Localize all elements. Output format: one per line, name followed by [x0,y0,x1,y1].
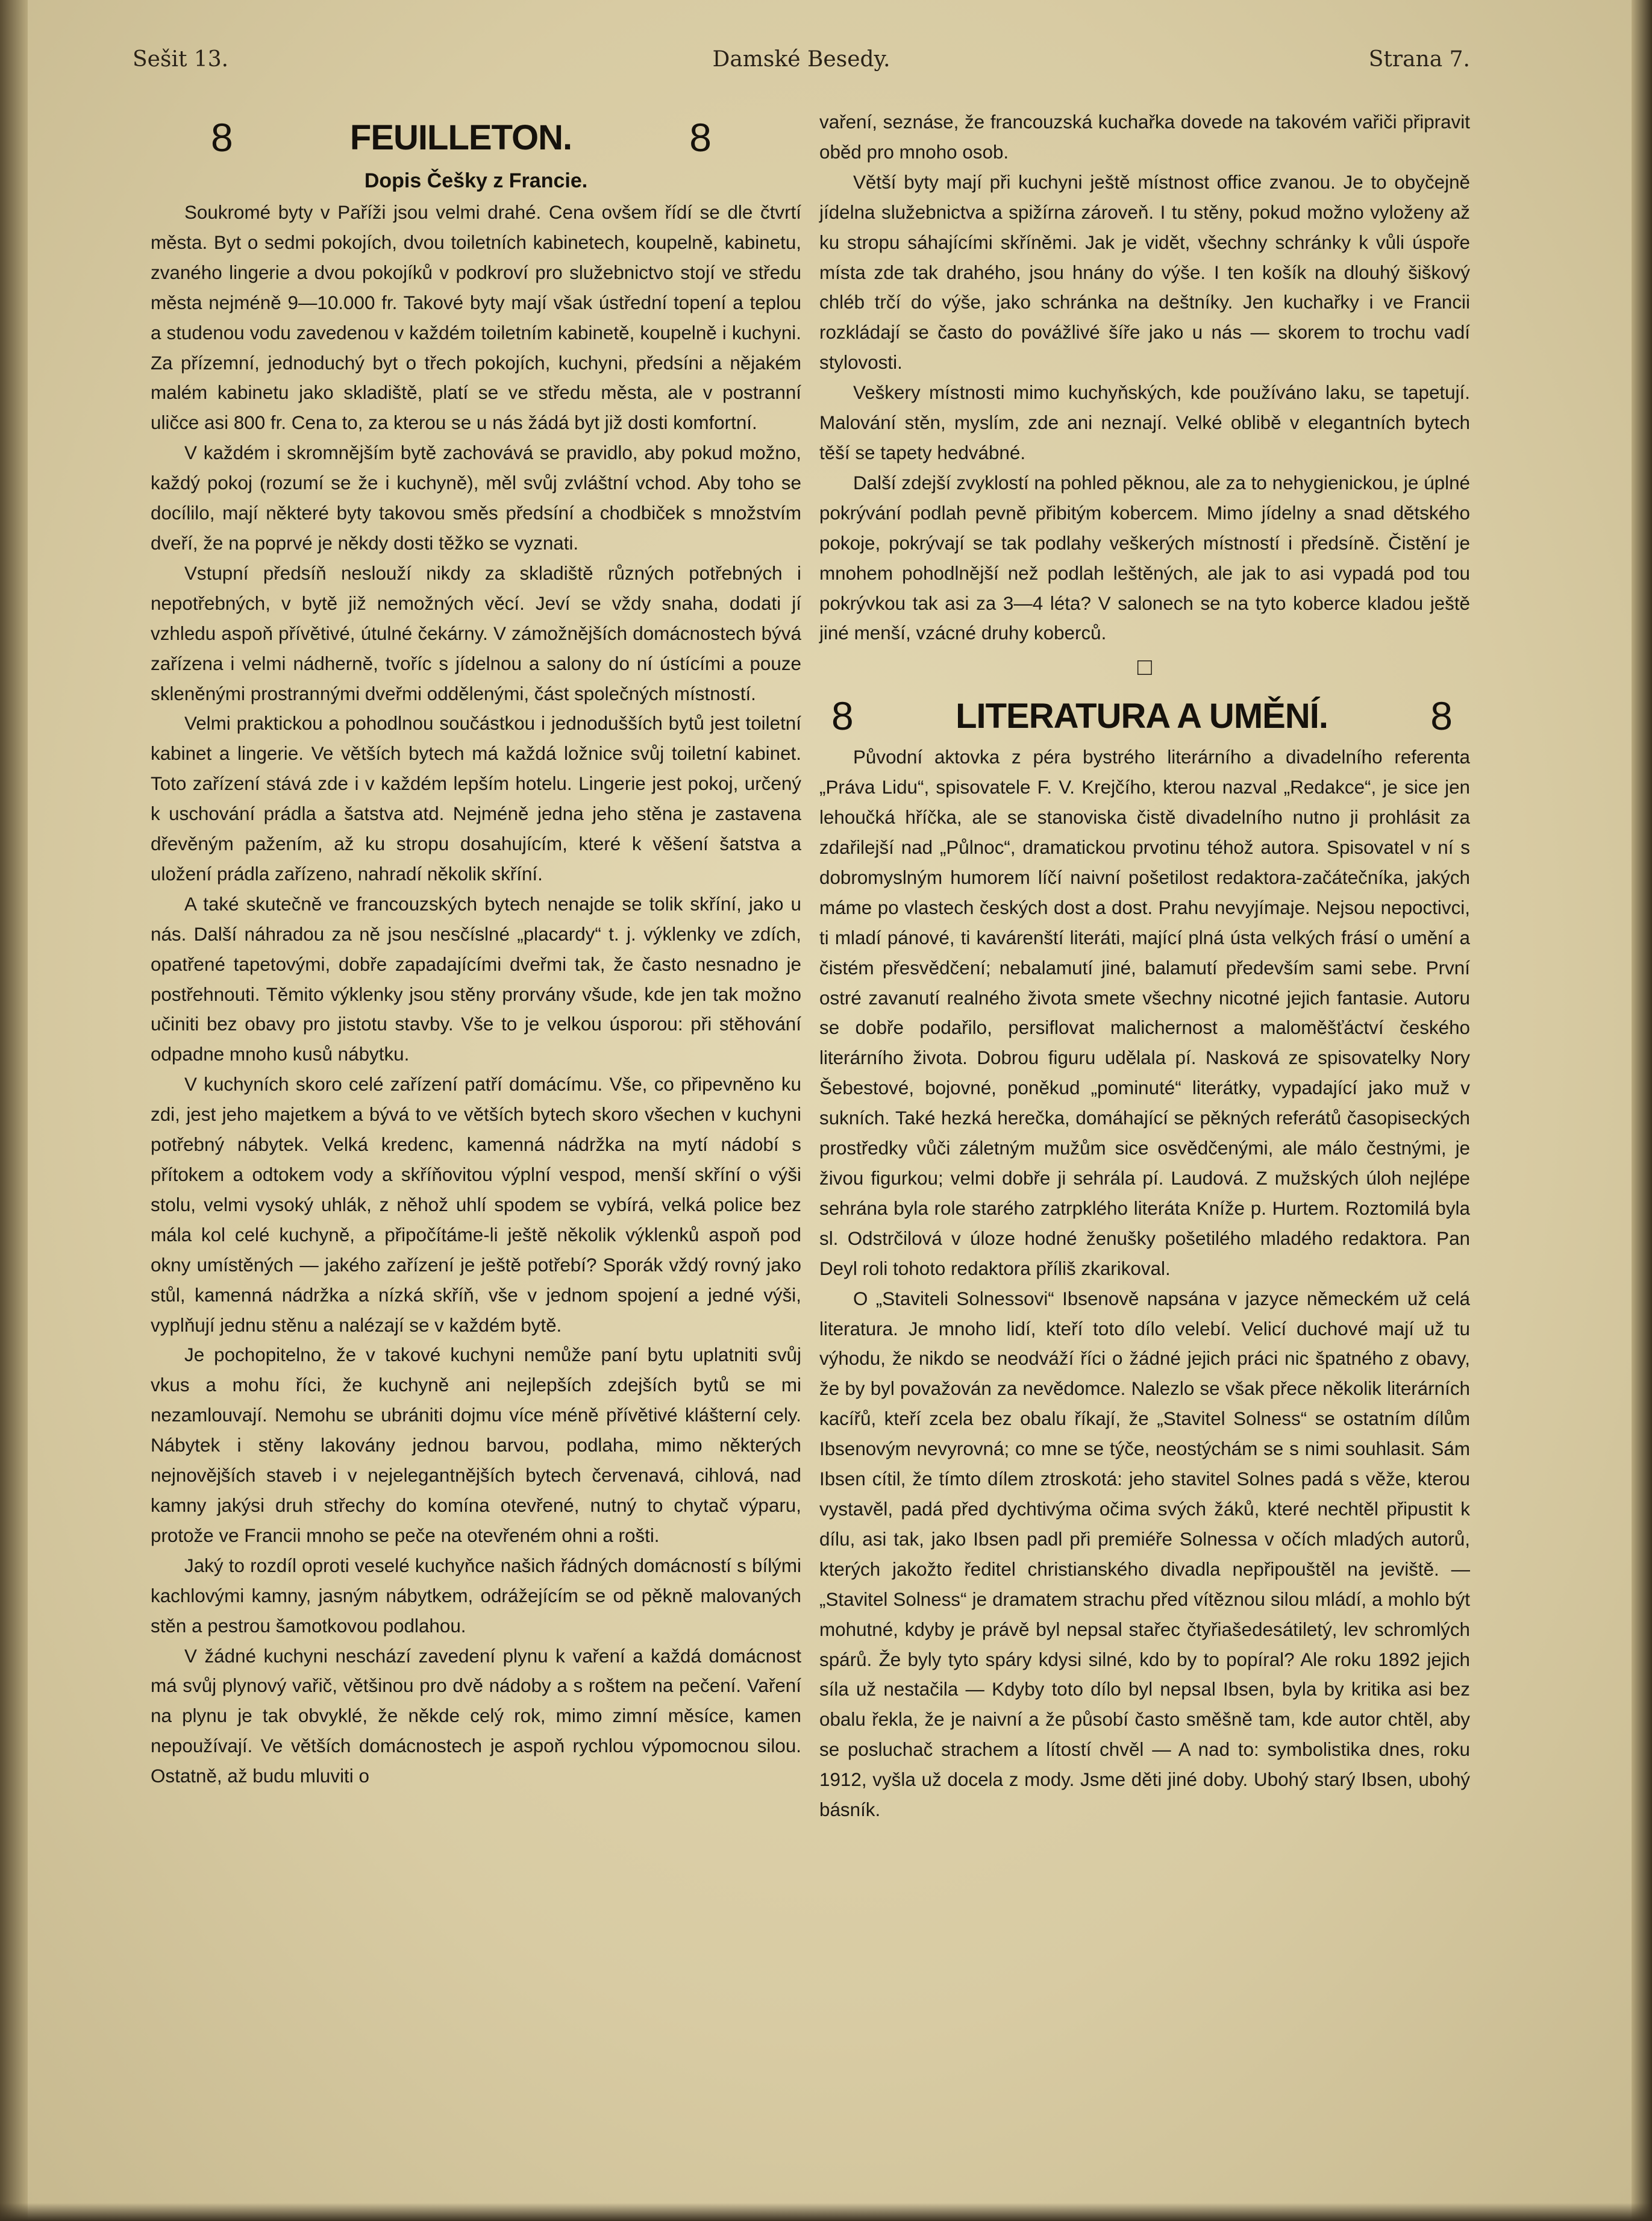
feuilleton-paragraph: V žádné kuchyni neschází zavedení plynu k vaření a každá domácnost má svůj plynový vařič, většinou pro dvě nádoby a s roštem na pečení. Vaření na plynu je tak obvyklé, že někde celý rok, mimo zimní měsíce, kamen nepoužívají. Ve větších domácnostech je aspoň rychlou výpomocnou silou. Ostatně, až budu mluviti o [151,1645,801,1787]
page-number: Strana 7. [1368,47,1470,72]
feuilleton-paragraph: V každém i skromnějším bytě zachovává se pravidlo, aby pokud možno, každý pokoj (rozumí se že i kuchyně), měl svůj zvláštní vchod. Aby toho se docílilo, mají některé byty takovou směs předsíní a chodbiček s množstvím dveří, že na poprvé je někdy dosti těžko se vyznati. [151,442,801,554]
feuilleton-paragraph: Vstupní předsíň neslouží nikdy za skladiště různých potřebných i nepotřebných, v bytě již nemožných věcí. Jeví se vždy snaha, dodati jí vzhledu aspoň přívětivé, útulné čekárny. V zámožnějších domácnostech bývá zařízena i velmi nádherně, tvoříc s jídelnou a salony do ní ústícími a pouze skleněnými prostrannými dveřmi oddělenými, část společných místností. [151,562,801,704]
ornament-right-icon: 8 [1430,694,1452,739]
running-header [133,47,1470,83]
binding-shadow-right [1632,0,1652,2221]
feuilleton-subheading: Dopis Češky z Francie. [364,169,588,192]
feuilleton-continued-paragraph: vaření, seznáse, že francouzská kuchařka dovede na takovém vařiči připravit oběd pro mnoho osob. [819,111,1470,163]
literatura-heading: LITERATURA A UMĚNÍ. [956,697,1328,736]
feuilleton-continued-paragraph: Další zdejší zvyklostí na pohled pěknou, ale za to nehygienickou, je úplné pokrývání podlah pevně přibitým kobercem. Mimo jídelny a snad dětského pokoje, pokrývají se tak podlahy veškerých místností i předsíně. Čistění je mnohem pohodlnější než podlah leštěných, ale jak to asi vypadá pod tou pokrývkou tak asi za 3—4 léta? V salonech se na tyto koberce kladou ještě jiné menší, vzácné druhy koberců. [819,472,1470,644]
ornament-left-icon: 8 [211,115,233,160]
ornament-right-icon: 8 [689,115,711,160]
feuilleton-paragraph: V kuchyních skoro celé zařízení patří domácímu. Vše, co připevněno ku zdi, jest jeho majetkem a bývá to ve větších bytech skoro všechen v kuchyni potřebný nábytek. Velká kredenc, kamenná nádržka na mytí nádobí s přítokem a odtokem vody a skříňovitou výplní vespod, menší skříní o výši stolu, velmi vysoký uhlák, z něhož uhlí spodem se vybírá, velká police bez mála kol celé kuchyně, a připočítáme-li ještě několik výklenků aspoň pod okny umístěných — jakého zařízení je ještě potřebí? Sporák vždý rovný jako stůl, kamenná nádržka a nízká skříň, vše v jednom spojení a jedné výši, vyplňují jednu stěnu a nalézají se v každém bytě. [151,1074,801,1336]
ornament-left-icon: 8 [831,694,853,739]
left-column [151,107,801,1791]
literatura-heading-row [819,691,1470,742]
page-bottom-shadow [0,2203,1652,2221]
feuilleton-paragraph: Jaký to rozdíl oproti veselé kuchyňce našich řádných domácností s bílými kachlovými kamny, jasným nábytkem, odrážejícím se od pěkně malovaných stěn a pestrou šamotkovou podlahou. [151,1555,801,1637]
feuilleton-continued-paragraph: Veškery místnosti mimo kuchyňských, kde používáno laku, se tapetují. Malování stěn, myslím, zde ani neznají. Velké oblibě v elegantních bytech těší se tapety hedvábné. [819,382,1470,463]
feuilleton-paragraph: Soukromé byty v Paříži jsou velmi drahé. Cena ovšem řídí se dle čtvrtí města. Byt o sedmi pokojích, dvou toiletních kabinetech, koupelně, kabinetu, zvaného lingerie a dvou pokojíků v podkroví pro služebnictvo stojí ve středu města nejméně 9—10.000 fr. Takové byty mají však ústřední topení a teplou a studenou vodu zavedenou v každém toiletním kabinetě, koupelně i kuchyni. Za přízemní, jednoduchý byt o třech pokojích, kuchyni, předsíni a nějakém malém kabinetu jako skladiště, platí se ve středu města, ale v postranní uličce asi 800 fr. Cena to, za kterou se u nás žádá byt již dosti komfortní. [151,202,801,434]
section-separator-icon: □ [1137,654,1153,681]
binding-shadow-left [0,0,28,2221]
feuilleton-paragraph: Velmi praktickou a pohodlnou součástkou i jednodušších bytů jest toiletní kabinet a lingerie. Ve větších bytech má každá ložnice svůj toiletní kabinet. Toto zařízení stává zde i v každém lepším hotelu. Lingerie jest pokoj, určený k uschování prádla a šatstva atd. Nejméně jedna jeho stěna je zastavena dřevěným pažením, až ku stropu dosahujícím, které k věšení šatstva a uložení prádla zařízeno, nahradí několik skříní. [151,713,801,885]
feuilleton-continued-paragraph: Větší byty mají při kuchyni ještě místnost office zvanou. Je to obyčejně jídelna služebnictva a spižírna zároveň. I tu stěny, pokud možno vyloženy až ku stropu sáhajícími skříněmi. Jak je vidět, všechny schránky k vůli úspoře místa zde tak drahého, jsou hnány do výše. I ten košík na dlouhý šiškový chléb trčí do výše, jako schránka na deštníky. Jen kuchařky i ve Francii rozkládají se často do povážlivé šíře jako u nás — skorem to trochu vadí stylovosti. [819,171,1470,374]
feuilleton-heading: FEUILLETON. [349,118,572,158]
feuilleton-paragraph: A také skutečně ve francouzských bytech nenajde se tolik skříní, jako u nás. Další náhradou za ně jsou nesčíslné „placardy“ t. j. výklenky ve zdích, opatřené tapetovými, dobře zapadajícími dveřmi tak, že často nesnadno je postřehnouti. Těmito výklenky jsou stěny prorvány všude, kde jen tak možno učiniti bez obavy pro jistotu stavby. Vše to je velkou úsporou: při stěhování odpadne mnoho kusů nábytku. [151,893,801,1065]
literatura-paragraph: Původní aktovka z péra bystrého literárního a divadelního referenta „Práva Lidu“, spisovatele F. V. Krejčího, kterou nazval „Redakce“, je sice jen lehoučká hříčka, ale se stanoviska čistě divadelního nutno ji prohlásit za zdařilejší nad „Půlnoc“, dramatickou prvotinu téhož autora. Spisovatel v ní s dobromyslným humorem líčí naivní pošetilost redaktora-začátečníka, jakých máme po vlastech českých dost a dost. Prahu nevyjímaje. Nejsou nepoctivci, ti mladí pánové, ti kavárenští literáti, mající plná ústa velkých frásí o umění a čistém přesvědčení; nebalamutí jiné, balamutí především sami sebe. První ostré zavanutí realného života smete všechny nicotné jejich fantasie. Autoru se dobře podařilo, persiflovat malichernost a maloměšťáctví českého literárního života. Dobrou figuru udělala pí. Nasková ze spisovatelky Nory Šebestové, bojovné, poněkud „pominuté“ literátky, vypadající jako muž v sukních. Také hezká herečka, domáhající se pěkných referátů časopiseckých prostředky vůči záletným mužům sice osvědčenými, ale málo čestnými, je živou figurkou; velmi dobře ji sehrála pí. Laudová. Z mužských úloh nejlépe sehrána byla role starého zatrpklého literáta Kníže p. Hurtem. Roztomilá byla sl. Odstrčilová v úloze hodné ženušky pošetilého mladého redaktora. Pan Deyl roli tohoto redaktora příliš zkarikoval. [819,747,1470,1279]
feuilleton-heading-row [151,112,801,164]
feuilleton-paragraph: Je pochopitelno, že v takové kuchyni nemůže paní bytu uplatniti svůj vkus a mohu říci, že kuchyně ani nejlepších zdejších bytů se mi nezamlouvají. Nemohu se ubrániti dojmu více méně přívětivé klášterní cely. Nábytek i stěny lakovány jednou barvou, podlaha, mimo některých nejnovějších staveb i v nejelegantnějších bytech červenavá, cihlová, nad kamny jakýsi druh střechy do komína otevřené, nutný to chytač výparu, protože ve Francii mnoho se peče na otevřeném ohni a rošti. [151,1344,801,1546]
literatura-paragraph: O „Staviteli Solnessovi“ Ibsenově napsána v jazyce německém už celá literatura. Je mnoho lidí, kteří toto dílo velebí. Velicí duchové mají už tu výhodu, že nikdo se neodváží říci o žádné jejich práci nic špatného z obavy, že by byl považován za nevědomce. Nalezlo se však přece několik literárních kacířů, kteří zcela bez obalu říkají, že „Stavitel Solness“ se ostatním dílům Ibsenovým nevyrovná; co mne se týče, neostýchám se s nimi souhlasit. Sám Ibsen cítil, že tímto dílem ztroskotá: jeho stavitel Solnes padá s věže, kterou vystavěl, padá před dychtivýma očima svých žáků, které nechtěl připustit k dílu, asi tak, jako Ibsen padl při premiéře Solnessa v očích mladých autorů, kterých jakožto ředitel christianského divadla nepřipouštěl na jeviště. — „Stavitel Solness“ je dramatem strachu před vítěznou silou mládí, a mohlo být mohutné, kdyby je právě byl nepsal stařec čtyřiašedesátiletý, lev schromlých spárů. Že byly tyto spáry kdysi silné, kdo by to popíral? Ale roku 1892 jejich síla už nestačila — Kdyby toto dílo byl nepsal Ibsen, byla by kritika asi bez obalu řekla, že je naivní a že působí často směšně tam, kde autor chtěl, aby se posluchač strachem a lítostí chvěl — A nad to: symbolistika dnes, roku 1912, vyšla už docela z mody. Jsme děti jiné doby. Ubohý starý Ibsen, ubohý básník. [819,1288,1470,1821]
issue-number: Sešit 13. [133,47,229,72]
right-column [819,107,1470,1825]
magazine-title: Damské Besedy. [712,47,890,72]
